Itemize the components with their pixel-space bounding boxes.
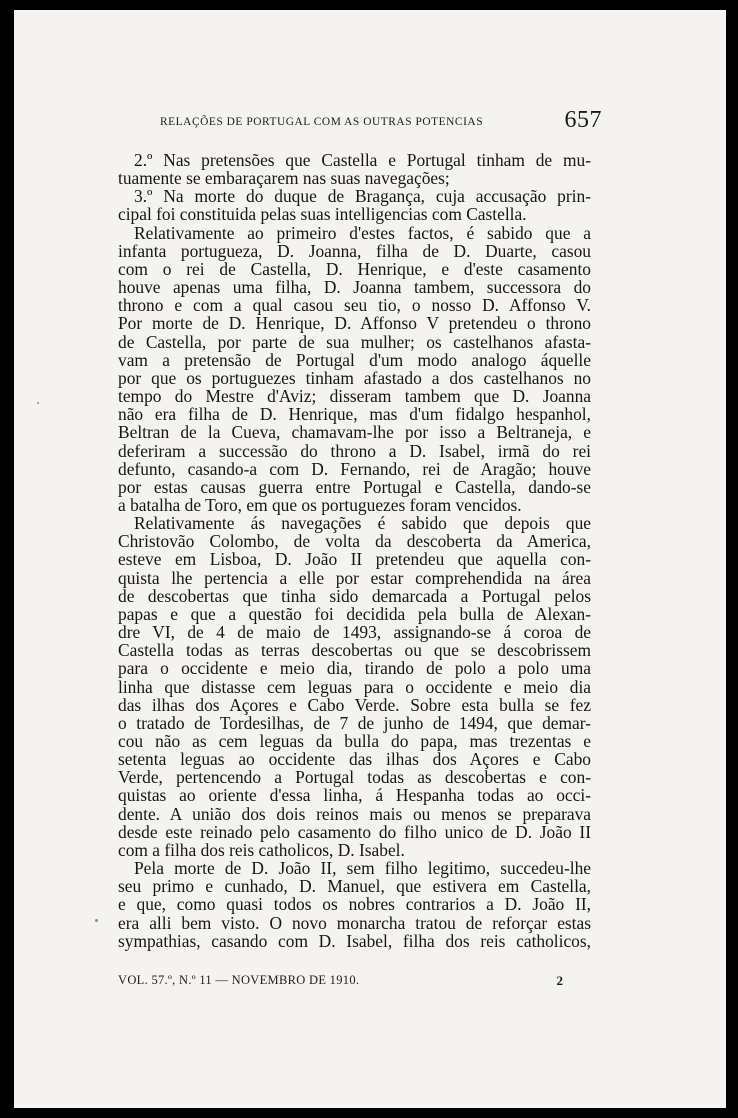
text-line: era alli bem visto. O novo monarcha tratou de reforçar estas [118,912,591,933]
text-line: Relativamente ás navegações é sabido que depois que [134,513,591,534]
text-line: setenta leguas ao occidente das ilhas dos Açores e Cabo [118,749,591,770]
text-line: por que os portuguezes tinham afastado a dos castelhanos no [118,367,591,388]
text-line: defunto, casando-a com D. Fernando, rei de Aragão; houve [118,458,591,479]
book-page [14,10,726,1108]
text-line: de descobertas que tinha sido demarcada a Portugal pelos [118,585,591,606]
text-line: Verde, pertencendo a Portugal todas as descobertas e con- [118,767,591,788]
text-line: houve apenas uma filha, D. Joanna tambem, successora do [118,277,591,298]
text-line: para o occidente e meio dia, tirando de polo a polo uma [118,658,591,679]
text-line: desde este reinado pelo casamento do filho unico de D. João II [118,821,591,842]
text-line: throno e com a qual casou seu tio, o nosso D. Affonso V. [118,295,591,316]
text-line: linha que distasse cem leguas para o occidente e meio dia [118,676,591,697]
running-title: RELAÇÕES DE PORTUGAL COM AS OUTRAS POTENCIAS [160,116,484,128]
text-line: a batalha de Toro, em que os portuguezes foram vencidos. [118,494,522,515]
text-line: com a filha dos reis catholicos, D. Isabel. [118,839,405,860]
text-line: esteve em Lisboa, D. João II pretendeu que aquella con- [118,549,591,570]
text-line: Christovão Colombo, de volta da descoberta da America, [118,531,591,552]
print-speck [37,402,39,404]
body-text [118,151,591,950]
text-line: com o rei de Castella, D. Henrique, e d'este casamento [118,258,591,279]
text-line: 2.º Nas pretensões que Castella e Portugal tinham de mu- [134,150,591,170]
text-line: Por morte de D. Henrique, D. Affonso V pretendeu o throno [118,313,591,334]
text-line: de Castella, por parte de sua mulher; os castelhanos afasta- [118,331,591,352]
text-line: 3.º Na morte do duque de Bragança, cuja accusação prin- [134,186,591,207]
text-line: por estas causas guerra entre Portugal e Castella, dando-se [118,476,591,497]
text-line: cipal foi constituida pelas suas intelligencias com Castella. [118,204,527,225]
text-line: tempo do Mestre d'Aviz; disseram tambem que D. Joanna [118,386,591,407]
text-line: Pela morte de D. João II, sem filho legitimo, succedeu-lhe [134,858,591,879]
text-line: Beltran de la Cueva, chamavam-lhe por isso a Beltraneja, e [118,422,591,443]
print-speck [95,919,98,922]
text-line: tuamente se embaraçarem nas suas navegações; [118,168,450,189]
text-line: não era filha de D. Henrique, mas d'um fidalgo hespanhol, [118,404,591,425]
text-line: deferiram a successão do throno a D. Isabel, irmã do rei [118,440,591,461]
text-line: vam a pretensão de Portugal d'um modo analogo áquelle [118,349,591,370]
text-line: infanta portugueza, D. Joanna, filha de D. Duarte, casou [118,240,591,261]
text-line: dente. A união dos dois reinos mais ou menos se preparava [118,803,591,824]
text-line: o tratado de Tordesilhas, de 7 de junho de 1494, que demar- [118,712,591,733]
text-line: Castella todas as terras descobertas ou que se descobrissem [118,640,591,661]
text-line: quista lhe pertencia a elle por estar comprehendida na área [118,567,591,588]
text-line: dre VI, de 4 de maio de 1493, assignando-se á coroa de [118,622,591,643]
page-number: 657 [564,107,602,133]
text-line: seu primo e cunhado, D. Manuel, que estivera em Castella, [118,876,591,897]
text-line: cou não as cem leguas da bulla do papa, mas trezentas e [118,731,591,751]
text-line: Relativamente ao primeiro d'estes factos, é sabido que a [134,222,591,243]
signature-mark: 2 [556,973,563,988]
page-header [160,102,602,138]
volume-signature-line: VOL. 57.º, N.º 11 — NOVEMBRO DE 1910. [118,973,360,987]
text-line: sympathias, casando com D. Isabel, filha dos reis catholicos, [118,930,591,951]
text-line: das ilhas dos Açores e Cabo Verde. Sobre esta bulla se fez [118,694,591,715]
text-line: quistas ao oriente d'essa linha, á Hespanha todas ao occi- [118,785,591,806]
text-line: e que, como quasi todos os nobres contrarios a D. João II, [118,894,591,915]
page-footer [118,973,563,993]
text-line: papas e que a questão foi decidida pela bulla de Alexan- [118,603,591,624]
